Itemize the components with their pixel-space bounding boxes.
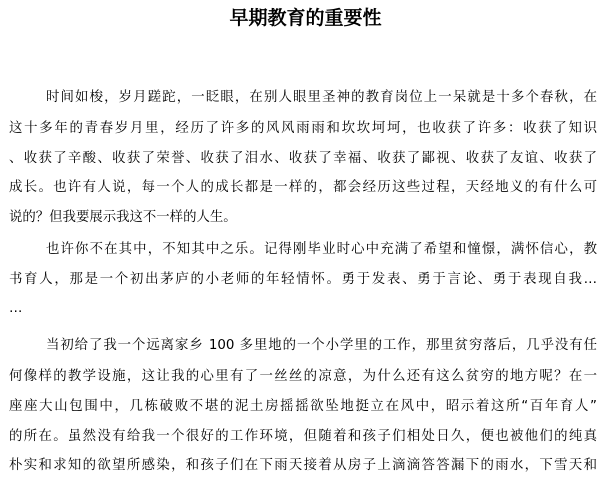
paragraph-line: 说的？但我要展示我这不一样的人生。 [9, 210, 237, 225]
paragraph-line: 当初给了我一个远离家乡 100 多里地的一个小学里的工作，那里贫穷落后，几乎没有任 [46, 338, 597, 353]
paragraph-line: 书育人，那是一个初出茅庐的小老师的年轻情怀。勇于发表、勇于言论、勇于表现自我… [9, 272, 597, 287]
paragraph-line: … [9, 301, 23, 316]
paragraph-line: 座座大山包围中，几栋破败不堪的泥土房摇摇欲坠地挺立在风中，昭示着这所“百年育人” [9, 399, 597, 414]
paragraph-line: 成长。也许有人说，每一个人的成长都是一样的，都会经历这些过程，天经地义的有什么可 [9, 180, 597, 195]
paragraph-line: 何像样的教学设施，这让我的心里有了一丝丝的凉意，为什么还有这么贫穷的地方呢？在一 [9, 369, 597, 384]
document-title: 早期教育的重要性 [229, 7, 382, 29]
paragraph-line: 朴实和求知的欲望所感染，和孩子们在下雨天接着从房子上滴滴答答漏下的雨水，下雪天和 [9, 458, 597, 473]
paragraph-line: 的所在。虽然没有给我一个很好的工作环境，但随着和孩子们相处日久，便也被他们的纯真 [9, 429, 597, 444]
paragraph-line: 、收获了辛酸、收获了荣誉、收获了泪水、收获了幸福、收获了鄙视、收获了友谊、收获了 [9, 151, 597, 166]
paragraph-line: 这十多年的青春岁月里，经历了许多的风风雨雨和坎坎坷坷，也收获了许多：收获了知识 [9, 121, 597, 136]
paragraph-line: 也许你不在其中，不知其中之乐。记得刚毕业时心中充满了希望和憧憬，满怀信心，教 [46, 242, 597, 257]
paragraph-line: 时间如梭，岁月蹉跎，一眨眼，在别人眼里圣神的教育岗位上一呆就是十多个春秋，在 [46, 90, 597, 105]
